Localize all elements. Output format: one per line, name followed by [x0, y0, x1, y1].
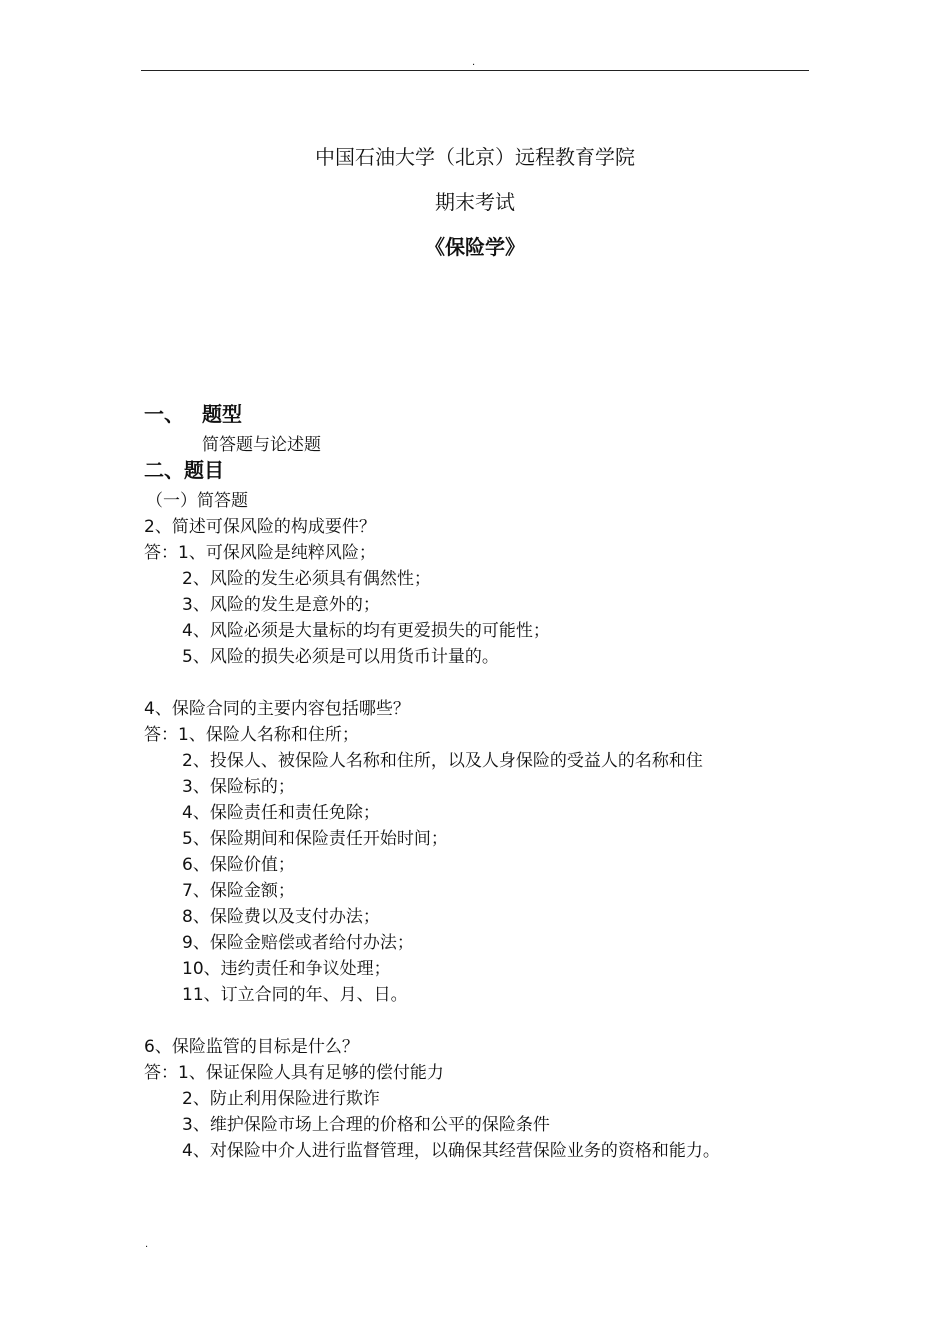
answer-line: 2、风险的发生必须具有偶然性；	[182, 569, 431, 589]
answer-line: 5、风险的损失必须是可以用货币计量的。	[182, 647, 499, 667]
answer-line: 11、订立合同的年、月、日。	[182, 985, 408, 1005]
answer-line: 答：1、保险人名称和住所；	[144, 725, 359, 745]
answer-line: 3、维护保险市场上合理的价格和公平的保险条件	[182, 1115, 550, 1135]
section-1-number: 一、	[144, 402, 184, 426]
header-mark: .	[472, 57, 476, 68]
answer-line: 4、保险责任和责任免除；	[182, 803, 380, 823]
header-rule	[141, 70, 809, 71]
footer-mark: .	[145, 1239, 149, 1250]
section-1-heading	[144, 401, 242, 427]
section-1-title: 题型	[202, 402, 242, 426]
exam-title: 期末考试	[435, 190, 515, 214]
section-2-heading: 二、题目	[144, 458, 224, 482]
answer-line: 9、保险金赔偿或者给付办法；	[182, 933, 414, 953]
answer-line: 10、违约责任和争议处理；	[182, 959, 391, 979]
section-1-content: 简答题与论述题	[202, 435, 321, 455]
answer-line: 7、保险金额；	[182, 881, 295, 901]
answer-line: 2、投保人、被保险人名称和住所，以及人身保险的受益人的名称和住	[182, 751, 703, 771]
answer-line: 5、保险期间和保险责任开始时间；	[182, 829, 448, 849]
answer-line: 4、对保险中介人进行监督管理，以确保其经营保险业务的资格和能力。	[182, 1141, 720, 1161]
answer-line: 答：1、可保风险是纯粹风险；	[144, 543, 376, 563]
answer-line: 8、保险费以及支付办法；	[182, 907, 380, 927]
question-6: 6、保险监管的目标是什么？	[144, 1037, 359, 1057]
answer-line: 2、防止利用保险进行欺诈	[182, 1089, 380, 1109]
question-4: 4、保险合同的主要内容包括哪些？	[144, 699, 410, 719]
answer-line: 3、风险的发生是意外的；	[182, 595, 380, 615]
answer-line: 答：1、保证保险人具有足够的偿付能力	[144, 1063, 444, 1083]
course-title: 《保险学》	[425, 235, 525, 259]
school-title: 中国石油大学（北京）远程教育学院	[315, 145, 635, 169]
answer-line: 3、保险标的；	[182, 777, 295, 797]
question-2: 2、简述可保风险的构成要件？	[144, 517, 376, 537]
answer-line: 4、风险必须是大量标的均有更爱损失的可能性；	[182, 621, 550, 641]
section-2-subheading: （一）简答题	[146, 491, 248, 511]
answer-line: 6、保险价值；	[182, 855, 295, 875]
